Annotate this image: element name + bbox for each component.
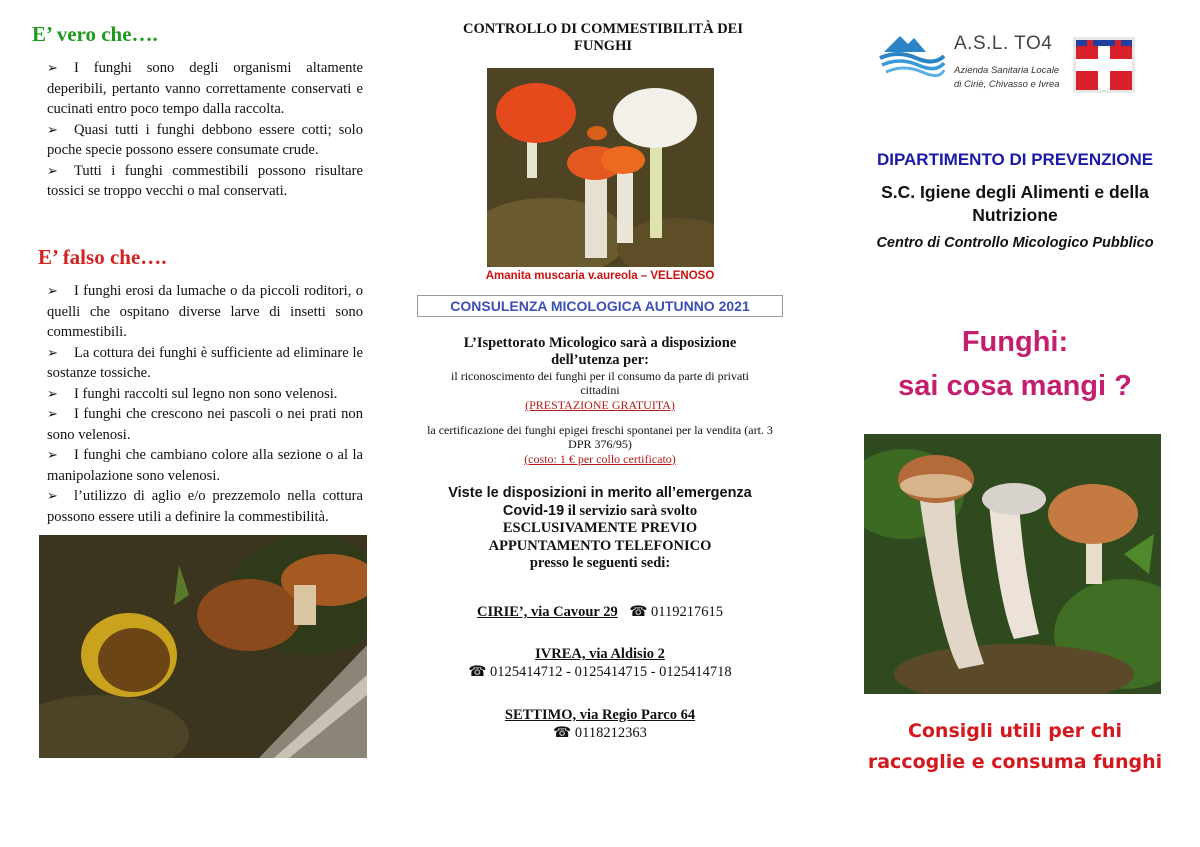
list-item: ➢ I funghi che cambiano colore alla sezione o al la manipolazione sono velenosi. (47, 447, 363, 484)
sede-settimo (420, 706, 780, 742)
ispettorato-heading: L’Ispettorato Micologico sarà a disposizione dell’utenza per: (463, 335, 737, 368)
list-item: ➢ I funghi raccolti sul legno non sono velenosi. (38, 384, 363, 405)
falso-list (38, 281, 363, 527)
consigli-tagline (845, 716, 1185, 778)
list-item: ➢ I funghi che crescono nei pascoli o nei prati non sono velenosi. (47, 406, 363, 443)
leaflet-title-line: sai cosa mangi ? (898, 370, 1132, 402)
ispettorato-block (420, 335, 780, 468)
asl-subtitle (954, 64, 1060, 92)
phone-icon: ☎ (468, 664, 487, 680)
arrow-bullet-icon: ➢ (47, 60, 58, 75)
phone-icon: ☎ (553, 725, 572, 741)
list-item: ➢ La cottura dei funghi è sufficiente ad eliminare le sostanze tossiche. (47, 344, 363, 381)
covid-line (420, 503, 780, 521)
service-certification: la certificazione dei funghi epigei freschi spontanei per la vendita (art. 3 DPR 376/95) (427, 423, 773, 451)
arrow-bullet-icon: ➢ (47, 488, 58, 503)
consigli-line: Consigli utili per chi (907, 720, 1123, 742)
service-recognition-note: (PRESTAZIONE GRATUITA) (525, 398, 675, 412)
list-item: ➢ I funghi erosi da lumache o da piccoli roditori, o quelli che ospitano diverse larve di insetti sono commestibili. (47, 283, 363, 340)
leaflet-title-line: Funghi: (961, 326, 1069, 358)
centro-title: Centro di Controllo Micologico Pubblico (876, 235, 1154, 251)
consulenza-banner: CONSULENZA MICOLOGICA AUTUNNO 2021 (417, 295, 783, 317)
list-item: ➢ Quasi tutti i funghi debbono essere cotti; solo poche specie possono essere consumate crude. (47, 121, 363, 158)
sede-ivrea (420, 645, 780, 681)
arrow-bullet-icon: ➢ (47, 447, 58, 462)
vero-list (38, 58, 363, 202)
covid-line: APPUNTAMENTO TELEFONICO (488, 537, 712, 554)
cortinarius-photo (864, 434, 1161, 694)
asl-subtitle-line: Azienda Sanitaria Locale (954, 65, 1060, 76)
sede-name: CIRIE’, via Cavour 29 (477, 604, 618, 620)
arrow-bullet-icon: ➢ (47, 283, 58, 298)
list-item: ➢ l’utilizzo di aglio e/o prezzemolo nella cottura possono essere utili a definire la commestibilità. (47, 488, 363, 525)
asl-wave-logo-icon (878, 30, 948, 83)
piemonte-crest-icon (1073, 37, 1135, 98)
photo-caption: Amanita muscaria v.aureola – VELENOSO (485, 270, 715, 282)
service-certification-note: (costo: 1 € per collo certificato) (524, 452, 676, 466)
arrow-bullet-icon: ➢ (47, 406, 58, 421)
covid-line: presso le seguenti sedi: (529, 555, 671, 571)
leaflet-title (845, 320, 1185, 408)
service-recognition: il riconoscimento dei funghi per il consumo da parte di privati cittadini (451, 369, 749, 397)
asl-name: A.S.L. TO4 (954, 33, 1053, 54)
covid-line: Viste le disposizioni in merito all’emergenza (448, 485, 752, 501)
list-item: ➢ I funghi sono degli organismi altamente deperibili, pertanto vanno correttamente conservati e cucinati entro poco tempo dalla raccolta. (47, 60, 363, 117)
covid-line-rest: il servizio sarà svolto (564, 502, 698, 519)
middle-title: CONTROLLO DI COMMESTIBILITÀ DEI FUNGHI (463, 21, 743, 54)
sede-phone: 0125414712 - 0125414715 - 0125414718 (490, 664, 732, 680)
arrow-bullet-icon: ➢ (47, 385, 58, 401)
sede-name: SETTIMO, via Regio Parco 64 (504, 707, 696, 723)
phone-icon: ☎ (629, 604, 648, 620)
asl-subtitle-line: di Ciriè, Chivasso e Ivrea (954, 79, 1060, 90)
sc-title: S.C. Igiene degli Alimenti e della Nutrizione (881, 182, 1149, 225)
consigli-line: raccoglie e consuma funghi (867, 751, 1163, 773)
arrow-bullet-icon: ➢ (47, 162, 58, 178)
sede-name: IVREA, via Aldisio 2 (535, 646, 665, 662)
covid-label: Covid-19 (502, 502, 565, 519)
department-title: DIPARTIMENTO DI PREVENZIONE (876, 150, 1154, 169)
list-item: ➢ Tutti i funghi commestibili possono risultare tossici se troppo vecchi o mal conservati. (47, 162, 363, 199)
arrow-bullet-icon: ➢ (47, 344, 58, 360)
vero-heading: E’ vero che…. (32, 22, 158, 46)
arrow-bullet-icon: ➢ (47, 121, 58, 137)
falso-heading: E’ falso che…. (38, 245, 167, 269)
sede-phone: 0119217615 (651, 604, 723, 620)
covid-line: ESCLUSIVAMENTE PREVIO (502, 520, 698, 536)
boletus-photo (39, 535, 367, 758)
covid-notice (420, 485, 780, 573)
sede-phone: 0118212363 (574, 725, 647, 741)
amanita-photo (487, 68, 714, 267)
sede-cirie (420, 603, 780, 621)
